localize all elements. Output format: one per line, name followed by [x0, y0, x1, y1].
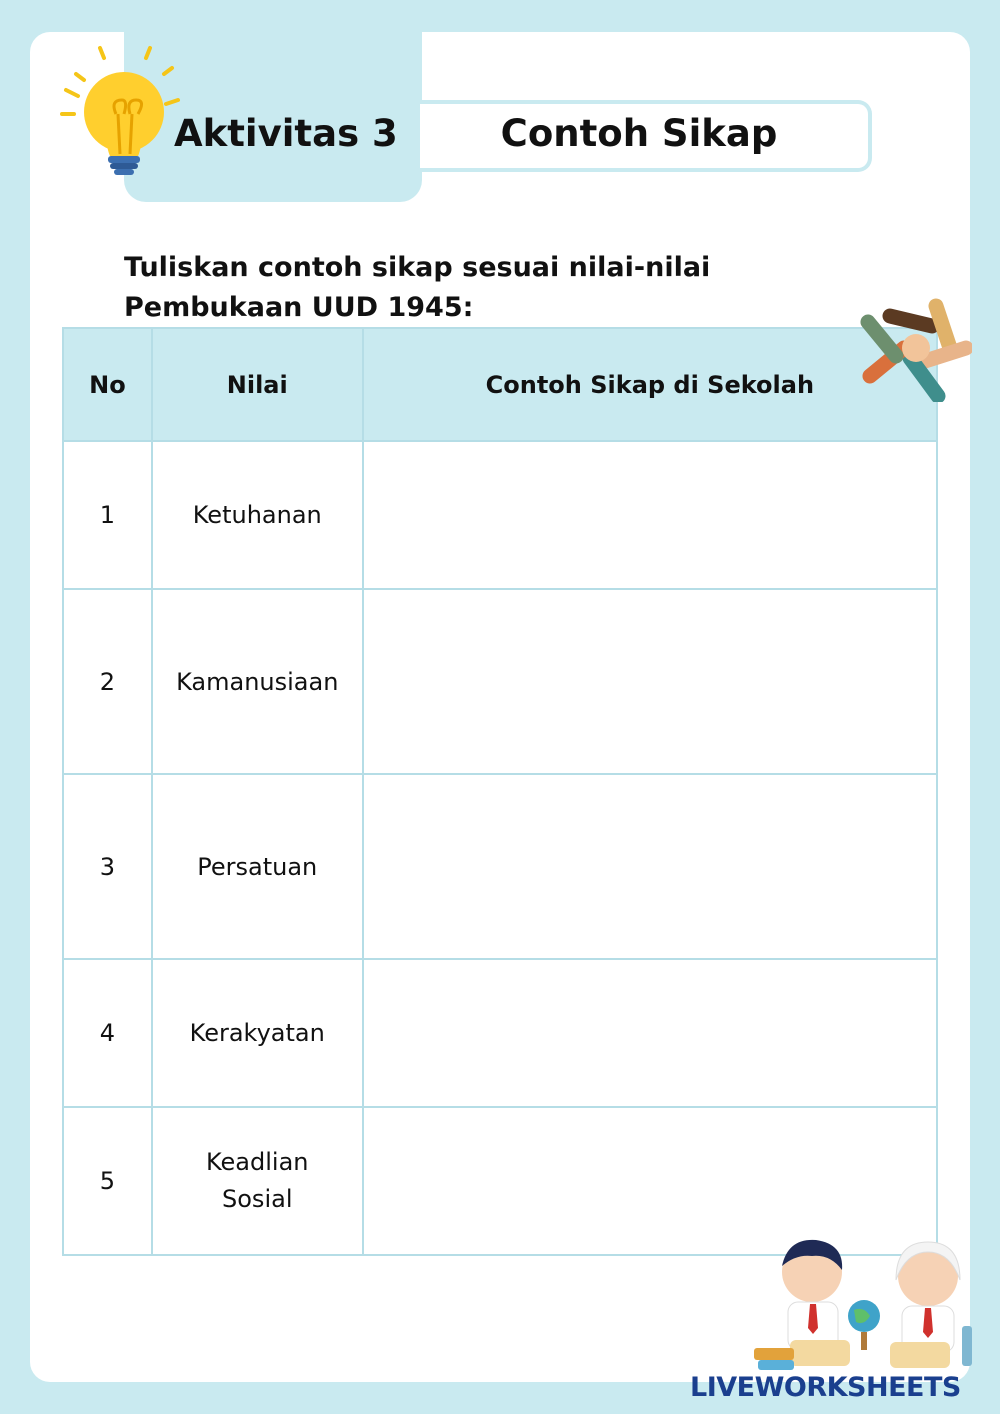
- row-value: Keadlian Sosial: [152, 1107, 363, 1255]
- header-contoh-sikap: Contoh Sikap di Sekolah: [363, 328, 937, 441]
- header-nilai: Nilai: [152, 328, 363, 441]
- answer-cell[interactable]: [363, 441, 937, 589]
- answer-cell[interactable]: [363, 959, 937, 1107]
- table-row: [63, 774, 937, 959]
- values-table: [62, 327, 938, 1256]
- answer-cell[interactable]: [363, 1107, 937, 1255]
- row-number: 1: [63, 441, 152, 589]
- hands-circle-icon: [860, 296, 972, 402]
- instruction-text: Tuliskan contoh sikap sesuai nilai-nilai Pembukaan UUD 1945:: [124, 252, 711, 323]
- students-illustration: [740, 1236, 980, 1386]
- row-number: 5: [63, 1107, 152, 1255]
- row-number: 3: [63, 774, 152, 959]
- answer-cell[interactable]: [363, 774, 937, 959]
- table-header-row: [63, 328, 937, 441]
- row-value: Kamanusiaan: [152, 589, 363, 774]
- table-row: [63, 441, 937, 589]
- row-value: Ketuhanan: [152, 441, 363, 589]
- table-row: [63, 589, 937, 774]
- header-no: No: [63, 328, 152, 441]
- table-row: [63, 959, 937, 1107]
- row-number: 2: [63, 589, 152, 774]
- answer-cell[interactable]: [363, 589, 937, 774]
- row-value: Persatuan: [152, 774, 363, 959]
- row-number: 4: [63, 959, 152, 1107]
- lightbulb-icon: [56, 44, 182, 178]
- row-value: Kerakyatan: [152, 959, 363, 1107]
- page-title: Contoh Sikap: [500, 112, 778, 155]
- table-row: [63, 1107, 937, 1255]
- activity-label: Aktivitas 3: [174, 112, 398, 155]
- liveworksheets-watermark: LIVEWORKSHEETS: [690, 1372, 961, 1403]
